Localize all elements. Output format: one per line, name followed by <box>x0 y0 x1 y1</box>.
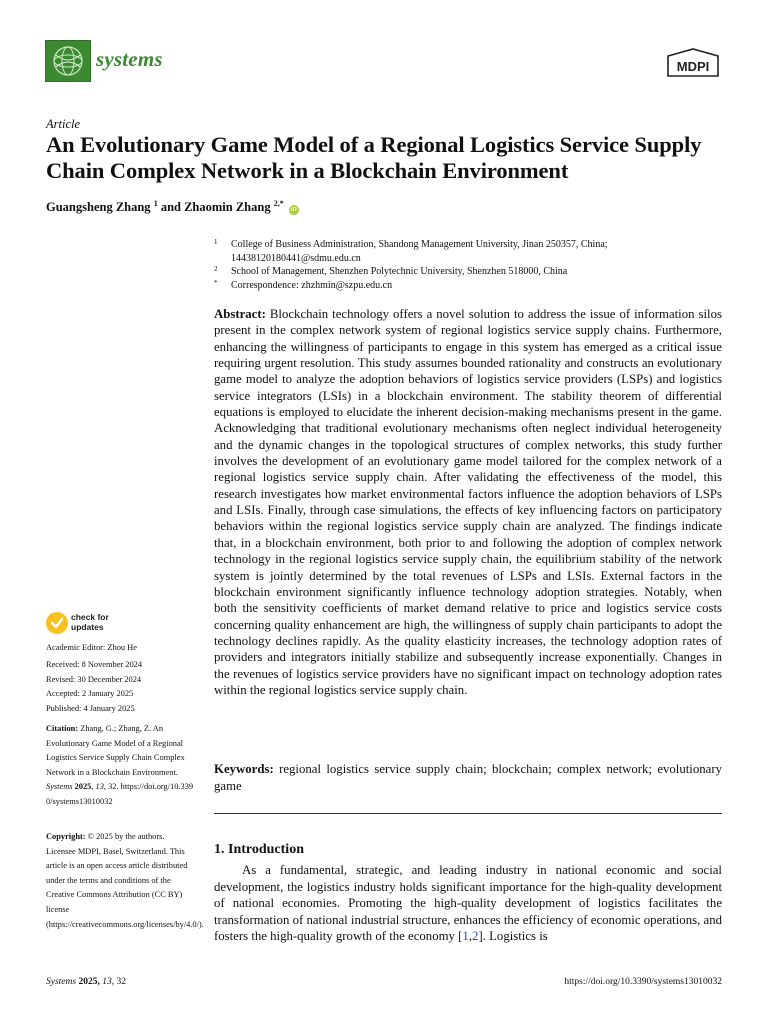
mdpi-logo-text: MDPI <box>676 59 710 74</box>
citation-link[interactable]: 2 <box>472 929 479 943</box>
affiliations <box>214 238 724 292</box>
affiliation-text: School of Management, Shenzhen Polytechnic University, Shenzhen 518000, China <box>231 266 568 277</box>
mdpi-logo <box>664 48 722 78</box>
copyright-label: Copyright: <box>46 832 86 841</box>
intro-text: As a fundamental, strategic, and leading industry in national economic and social development, the logistics industry holds significant importance for the high-quality development of national economies. Promoting the high-quality development of logistics facilitates the transformation of national industrial structure, enhances the efficiency of economic operations, and fosters the high-quality growth of the economy [ <box>214 863 722 943</box>
footer-article-number: 32 <box>116 977 126 987</box>
footer-doi-link[interactable]: https://doi.org/10.3390/systems13010032 <box>564 977 722 987</box>
author-name[interactable]: Guangsheng Zhang <box>46 200 151 215</box>
keywords-label: Keywords: <box>214 762 274 776</box>
check-updates-icon <box>46 612 68 634</box>
academic-editor: Academic Editor: Zhou He <box>46 643 137 652</box>
publication-dates <box>46 658 196 716</box>
editor-info <box>46 641 196 656</box>
affiliation-item <box>214 238 724 265</box>
section-heading: 1. Introduction <box>214 842 304 857</box>
check-for-updates-button[interactable] <box>46 611 156 635</box>
abstract-label: Abstract: <box>214 307 266 321</box>
orcid-icon[interactable]: iD <box>290 207 297 214</box>
article-type: Article <box>46 117 81 131</box>
journal-name: systems <box>96 47 163 71</box>
author-affiliation-mark: 1 <box>153 199 158 208</box>
correspondence-text: Correspondence: zhzhmin@szpu.edu.cn <box>231 279 393 291</box>
received-date: Received: 8 November 2024 <box>46 660 143 669</box>
check-updates-label <box>71 612 109 632</box>
footer-year: 2025, <box>78 977 100 987</box>
journal-logo-icon <box>45 40 91 82</box>
abstract-text: Blockchain technology offers a novel solution to address the issue of information silos present in the complex network system of regional logistics service supply chains. Furthermore, enhancing the willingness of participants to engage in this system has emerged as a critical issue requiring urgent resolution. This study assumes bounded rationality and constructs an evolutionary game model to analyze the adoption behaviors of logistics service providers (LSPs) and logistics service integrators (LSIs) in a blockchain environment. The stability theorem of differential equations is employed to elucidate the inherent decision-making mechanisms present in the game. Acknowledging that traditional evolutionary mechanisms often neglect individual heterogeneity and the dynamic changes in the topological structures of complex networks, this study further involves the development of an evolutionary game model tailored for the complex network of a regional logistics service supply chain. After validating the effectiveness of the model, this research investigates how market environmental factors influence the adoption behaviors of LSPs and LSIs. Finally, through case simulations, the effects of key influencing factors on participatory behaviors within the regional logistics service supply chain are analyzed. The findings indicate that, in a blockchain environment, both prior to and following the adoption of complex network technology in the regional logistics service supply chain, the equilibrium stability of the network system is jointly determined by the total revenues of LSPs and LSIs. External factors in the blockchain environment significantly influence technology adoption strategies. Notably, when both the sensitivity coefficients of market demand relative to price and logistics service costs concerning quality enhancement are high, the willingness of supply chain participants to adopt the technology declines rapidly. As the quality elasticity increases, the technology adoption rates of providers and integrators initially stabilize and subsequently increase exponentially. Changes in the revenues of logistics service providers have no significant impact on technology adoption rates within the regional logistics service supply chain. <box>214 307 722 697</box>
author-affiliation-mark: 2,* <box>273 199 284 208</box>
affiliation-mark: * <box>214 278 218 287</box>
citation-volume: 13, <box>95 782 107 792</box>
citation-doi[interactable]: 32. https://doi.org/10.3390/systems13010032 <box>46 782 194 806</box>
section-divider <box>214 813 722 814</box>
article-title: An Evolutionary Game Model of a Regional Logistics Service Supply Chain Complex Network in a Blockchain Environment <box>46 132 702 183</box>
check-updates-line: updates <box>71 622 104 632</box>
check-updates-line: check for <box>71 612 109 622</box>
author-joiner: and <box>160 200 181 215</box>
keywords <box>214 761 722 794</box>
citation-link[interactable]: 1 <box>462 929 469 943</box>
revised-date: Revised: 30 December 2024 <box>46 674 142 684</box>
copyright-block <box>46 830 204 932</box>
author-list <box>46 199 299 215</box>
citation-year: 2025 <box>74 782 92 792</box>
intro-text: ]. Logistics is <box>478 929 548 943</box>
introduction-paragraph <box>214 862 722 945</box>
citation-block: Citation: Zhang, G.; Zhang, Z. An Evolutionary Game Model of a Regional Logistics Service Supply Chain Complex Network in a Blockchain Environment. Systems 2025, 13, 32. https://doi.org/10.3390/systems13010032 <box>46 724 194 806</box>
accepted-date: Accepted: 2 January 2025 <box>46 689 134 699</box>
citation-journal: Systems <box>46 782 73 792</box>
affiliation-mark: 1 <box>214 238 218 246</box>
copyright-text: © 2025 by the authors. Licensee MDPI, Basel, Switzerland. This article is an open access article distributed under the terms and conditions of the Creative Commons Attribution (CC BY) license (https://creativecommons.org/licenses/by/4.0/). <box>46 832 204 929</box>
citation-text: Zhang, G.; Zhang, Z. An Evolutionary Game Model of a Regional Logistics Service Supply Chain Complex Network in a Blockchain Environment. <box>46 724 185 777</box>
keywords-text: regional logistics service supply chain; blockchain; complex network; evolutionary game <box>214 762 722 793</box>
abstract <box>214 306 722 698</box>
footer-journal: Systems <box>46 977 77 987</box>
affiliation-item <box>214 265 724 279</box>
author-name[interactable]: Zhaomin Zhang <box>184 200 271 215</box>
citation-label: Citation: <box>46 724 79 733</box>
affiliation-mark: 2 <box>214 265 218 273</box>
published-date: Published: 4 January 2025 <box>46 703 135 713</box>
footer-volume: 13, <box>102 977 115 987</box>
affiliation-item <box>214 279 724 293</box>
affiliation-text: College of Business Administration, Shandong Management University, Jinan 250357, China; 14438120180441@sdmu.edu.cn <box>231 239 608 264</box>
citation-separator: , <box>468 929 473 943</box>
footer-citation <box>46 977 126 987</box>
